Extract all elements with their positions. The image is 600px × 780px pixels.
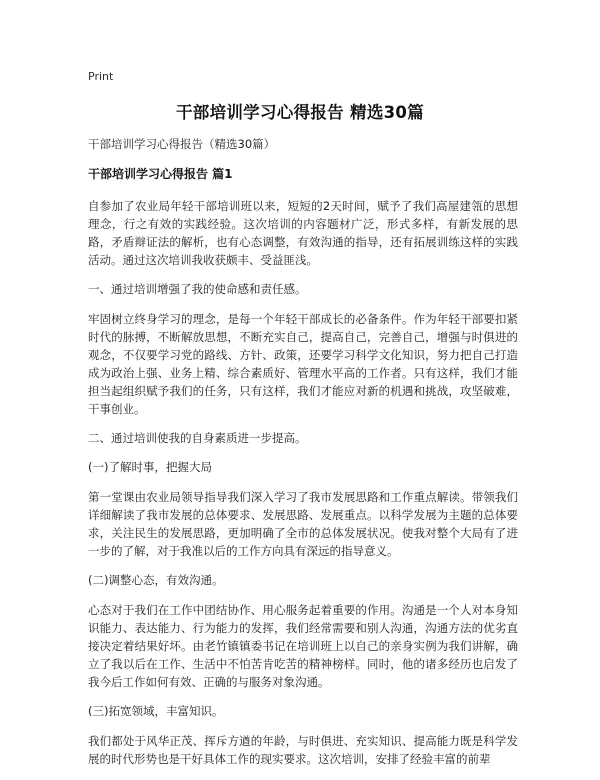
article-subtitle: 干部培训学习心得报告（精选30篇） [88, 137, 276, 151]
section-title: 干部培训学习心得报告 篇1 [88, 167, 233, 181]
subheading-knowledge: (三)拓宽领域，丰富知识。 [88, 704, 224, 718]
paragraph-intro: 自参加了农业局年轻干部培训班以来，短短的2天时间，赋予了我们高屋建瓴的思想理念，行之有效的实践经验。这次培训的内容题材广泛，形式多样，有新发展的思路，矛盾辩证法的解析，也有心态调整，有效沟通的指导，还有拓展训练这样的实践活动。通过这次培训我收获颇丰、受益匪浅。 [88, 199, 518, 267]
subheading-current-affairs: (一)了解时事，把握大局 [88, 460, 212, 474]
page-title: 干部培训学习心得报告 精选30篇 [175, 103, 424, 122]
print-link[interactable]: Print [88, 70, 114, 83]
heading-part-two: 二、通过培训使我的自身素质进一步提高。 [88, 431, 307, 445]
paragraph-knowledge: 我们都处于风华正茂、挥斥方遒的年龄，与时俱进、充实知识、提高能力既是科学发展的时代形势也是干好具体工作的现实要求。这次培训，安排了经验丰富的前辈 [88, 734, 518, 766]
paragraph-current-affairs: 第一堂课由农业局领导指导我们深入学习了我市发展思路和工作重点解读。带领我们详细解读了我市发展的总体要求、发展思路、发展重点。以科学发展为主题的总体要求，关注民生的发展思路，更加明确了全市的总体发展状况。使我对整个大局有了进一步的了解，对于我准以后的工作方向具有深远的指导意义。 [88, 490, 518, 558]
subheading-communication: (二)调整心态，有效沟通。 [88, 573, 224, 587]
article-body [88, 136, 518, 780]
paragraph-communication: 心态对于我们在工作中团结协作、用心服务起着重要的作用。沟通是一个人对本身知识能力、表达能力、行为能力的发挥，我们经常需要和别人沟通，沟通方法的优劣直接决定着结果好坏。由老竹镇镇委书记在培训班上以自己的亲身实例为我们讲解，确立了我以后在工作、生活中不怕苦肯吃苦的精神榜样。同时，他的诸多经历也启发了我今后工作如何有效、正确的与服务对象沟通。 [88, 603, 518, 689]
paragraph-lifelong-learning: 牢固树立终身学习的理念，是每一个年轻干部成长的必备条件。作为年轻干部要扣紧时代的脉搏，不断解放思想，不断充实自己，提高自己，完善自己，增强与时俱进的观念，不仅要学习党的路线、方针、政策，还要学习科学文化知识，努力把自己打造成为政治上强、业务上精、综合素质好、管理水平高的工作者。只有这样，我们才能担当起组织赋予我们的任务，只有这样，我们才能应对新的机遇和挑战，攻坚破难，干事创业。 [88, 312, 518, 416]
heading-part-one: 一、通过培训增强了我的使命感和责任感。 [88, 282, 307, 296]
